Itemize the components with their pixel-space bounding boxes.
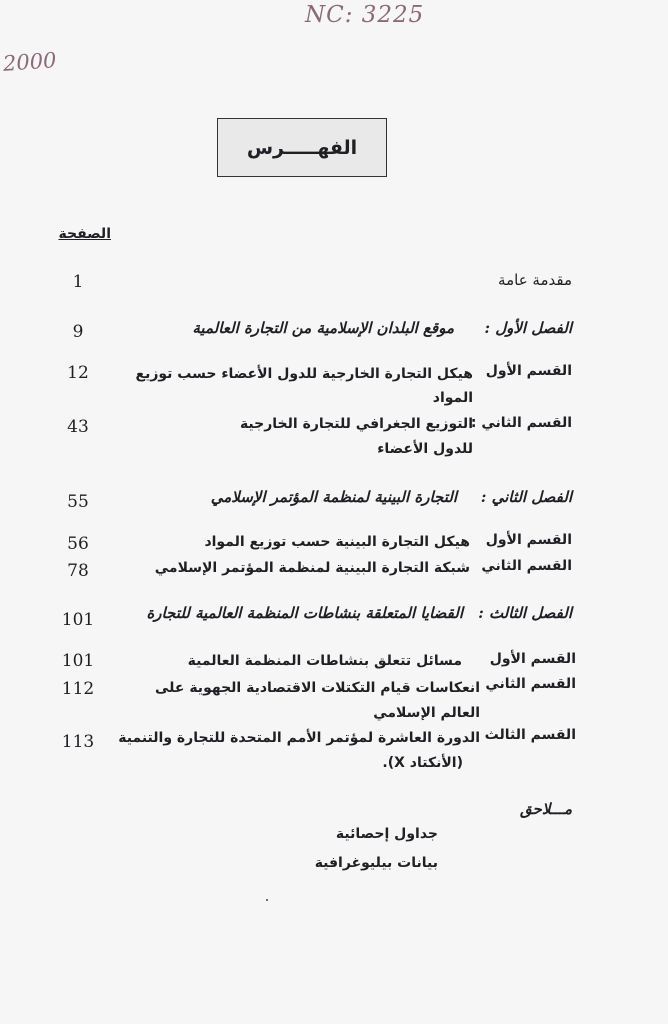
chapter-2-section-1-line-1: هيكل التجارة البينية حسب توزيع المواد bbox=[204, 534, 470, 550]
chapter-1-title: موقع البلدان الإسلامية من التجارة العالمية bbox=[192, 319, 454, 337]
chapter-3-title: القضايا المتعلقة بنشاطات المنظمة العالمية للتجارة bbox=[146, 604, 463, 622]
chapter-2-section-1-label: القسم الأول bbox=[485, 532, 572, 548]
chapter-3-section-1-page: 101 bbox=[61, 651, 95, 671]
page-title: الفهـــــرس bbox=[246, 136, 358, 159]
annex-item: جداول إحصائية bbox=[335, 826, 438, 842]
chapter-3-section-2-page: 112 bbox=[61, 679, 95, 699]
chapter-3-section-3-page: 113 bbox=[61, 732, 95, 752]
chapter-3-section-3-line-1: الدورة العاشرة لمؤتمر الأمم المتحدة للتجارة والتنمية bbox=[118, 730, 480, 746]
chapter-3-section-1-line-1: مسائل تتعلق بنشاطات المنظمة العالمية bbox=[187, 653, 462, 669]
chapter-1-section-1-label: القسم الأول bbox=[485, 363, 572, 379]
chapter-1-section-1-page: 12 bbox=[67, 363, 89, 383]
annex-item: بيانات بيليوغرافية bbox=[314, 855, 438, 871]
chapter-2-title: التجارة البينية لمنظمة المؤتمر الإسلامي bbox=[210, 488, 457, 506]
chapter-3-section-3-line-2: (الأنكتاد X). bbox=[382, 755, 463, 771]
chapter-3-label: الفصل الثالث : bbox=[478, 604, 572, 622]
chapter-3-section-1-label: القسم الأول bbox=[489, 651, 576, 667]
accession-number: NC: 3225 bbox=[305, 2, 425, 28]
chapter-2-label: الفصل الثاني : bbox=[480, 488, 572, 506]
chapter-2-section-1-page: 56 bbox=[67, 534, 89, 554]
chapter-2-section-2-line-1: شبكة التجارة البينية لمنظمة المؤتمر الإسلامي bbox=[154, 560, 470, 576]
chapter-1-section-2-page: 43 bbox=[67, 417, 89, 437]
annex-heading: مـــلاحق bbox=[520, 800, 572, 818]
chapter-2-page: 55 bbox=[67, 492, 89, 512]
chapter-2-section-2-page: 78 bbox=[67, 561, 89, 581]
chapter-3-page: 101 bbox=[61, 610, 95, 630]
handwritten-year: 2000 bbox=[2, 48, 58, 76]
chapter-2-section-2-label: القسم الثاني bbox=[481, 558, 572, 574]
chapter-1-section-1-line-1: هيكل التجارة الخارجية للدول الأعضاء حسب توزيع bbox=[135, 366, 473, 382]
intro-page: 1 bbox=[72, 272, 84, 292]
chapter-3-section-2-line-1: انعكاسات قيام التكتلات الاقتصادية الجهوية على bbox=[155, 680, 480, 696]
chapter-1-section-1-line-2: المواد bbox=[432, 390, 473, 406]
chapter-1-label: الفصل الأول : bbox=[484, 319, 572, 337]
chapter-1-page: 9 bbox=[72, 322, 84, 342]
chapter-1-section-2-line-1: التوزيع الجغرافي للتجارة الخارجية bbox=[239, 416, 473, 432]
chapter-1-section-2-label: القسم الثاني : bbox=[470, 415, 572, 431]
chapter-3-section-2-line-2: العالم الإسلامي bbox=[373, 705, 480, 721]
chapter-1-section-2-line-2: للدول الأعضاء bbox=[377, 441, 473, 457]
chapter-3-section-2-label: القسم الثاني bbox=[485, 676, 576, 692]
page-column-heading: الصفحة bbox=[58, 226, 111, 242]
intro-label: مقدمة عامة bbox=[498, 271, 572, 289]
page-title-box bbox=[217, 118, 387, 177]
chapter-3-section-3-label: القسم الثالث bbox=[484, 727, 576, 743]
stray-mark bbox=[266, 899, 268, 901]
